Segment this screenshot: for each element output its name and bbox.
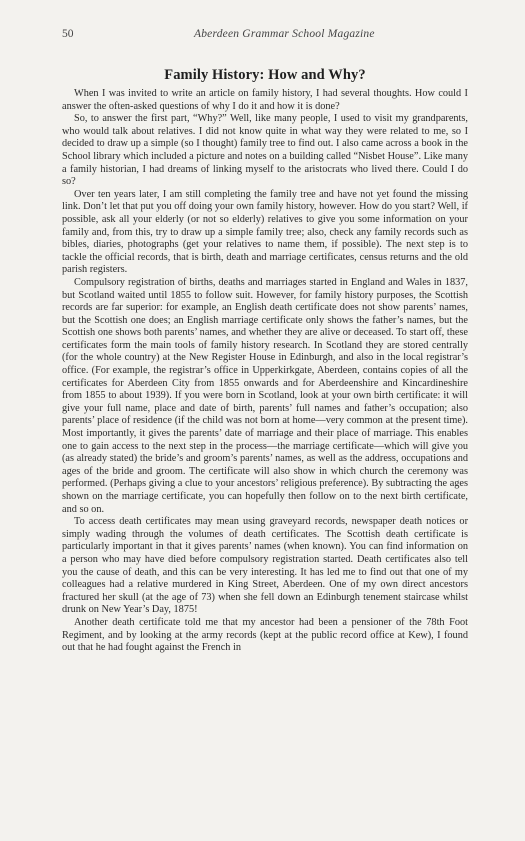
paragraph: To access death certificates may mean using graveyard records, newspaper death notices or simply wading through the volumes of death certificates. The Scottish death certificate is particularly important in that it gives parents’ names (when known). You can find information on a person who may have died before compulsory registration started. Death certificates also tell you the cause of death, and this can be very interesting. It has led me to find out that one of my colleagues had a relative murdered in King Street, Aberdeen. One of my own direct ancestors fractured her skull (at the age of 73) when she fell down an Edinburgh tenement staircase whilst drunk on New Year’s Day, 1875! [62, 516, 468, 616]
article-body [62, 88, 468, 655]
page-number: 50 [62, 28, 74, 40]
paragraph: Another death certificate told me that my ancestor had been a pensioner of the 78th Foot Regiment, and by looking at the army records (kept at the public record office at Kew), I found out that he had fought against the French in [62, 616, 468, 654]
journal-title: Aberdeen Grammar School Magazine [194, 28, 375, 40]
running-head [62, 28, 468, 44]
paragraph: So, to answer the first part, “Why?” Well, like many people, I used to visit my grandparents, who would talk about relatives. I did not know quite in what way they were related to me, so I decided to draw up a simple (so I thought) family tree to find out. I also came across a book in the School library which included a picture and notes on a building called “Nisbet House”. Like many a family historian, I had dreams of linking myself to the aristocrats who lived there. Could I do so? [62, 113, 468, 188]
paragraph: Over ten years later, I am still completing the family tree and have not yet found the missing link. Don’t let that put you off doing your own family history, however. How do you start? Well, if possible, ask all your elderly (or not so elderly) relatives to give you some information on your family and, from this, try to draw up a simple family tree; also, check any family records such as bibles, diaries, photographs (get your relatives to name them, if possible). The next step is to tackle the official records, that is birth, death and marriage certificates, census returns and the old parish registers. [62, 188, 468, 276]
paragraph: Compulsory registration of births, deaths and marriages started in England and Wales in 1837, but Scotland waited until 1855 to follow suit. However, for family history purposes, the Scottish records are far superior: for example, an English death certificate does not show parents’ names, but the Scottish one does; an English marriage certificate only shows the father’s names, but the Scottish one shows both parents’ names, and whether they are alive or deceased. To start off, these certificates form the main tools of family history research. In Scotland they are stored centrally (for the whole country) at the New Register House in Edinburgh, and also in the local registrar’s office. (For example, the registrar’s office in Upperkirkgate, Aberdeen, contains copies of all the certificates for Aberdeen City from 1855 onwards and for Aberdeenshire and Kincardineshire from 1855 to about 1939). If you were born in Scotland, look at your own birth certificate: it will give your full name, place and date of birth, parents’ full names and father’s occupation; also parents’ place of residence (if the child was not born at home—very common at the present time). Most importantly, it gives the parents’ date of marriage and their place of marriage. This enables one to gain access to the next step in the process—the marriage certificate—which will give you (as already stated) the bride’s and groom’s parents’ names, as well as the address, occupations and ages of the bride and groom. The certificate will also show in which church the ceremony was performed. (Perhaps giving a clue to your ancestors’ religious preference). By subtracting the ages shown on the marriage certificate, you can hopefully then follow on to the next birth certificate, and so on. [62, 276, 468, 515]
paragraph: When I was invited to write an article on family history, I had several thoughts. How could I answer the often-asked questions of why I do it and how it is done? [62, 88, 468, 112]
article-title: Family History: How and Why? [164, 67, 366, 83]
